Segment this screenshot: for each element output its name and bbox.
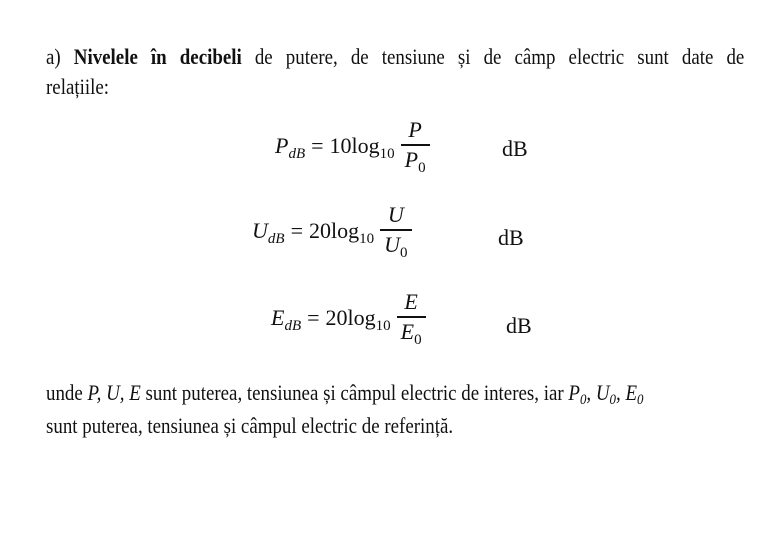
equation-unit: dB: [506, 313, 532, 338]
equation-power: [275, 118, 430, 175]
equation-lhs: E dB: [271, 305, 302, 335]
equation-lhs: U dB: [252, 218, 285, 248]
intro-text: de putere, de tensiune și de câmp electric sunt date de: [241, 44, 745, 69]
equation-fraction: $\frac{P}{P_0}$: [401, 118, 430, 175]
outro-line2: sunt puterea, tensiunea și câmpul electric de referință.: [46, 413, 454, 438]
intro-paragraph: [46, 42, 744, 72]
equation-lhs: P dB: [275, 133, 306, 163]
equals-sign: =: [311, 133, 324, 159]
equals-sign: =: [290, 218, 303, 244]
equation-field: [271, 290, 426, 347]
equals-sign: =: [307, 305, 320, 331]
equation-fraction: $\frac{U}{U_0}$: [380, 203, 411, 260]
equation-log: $10\log_{10}$: [329, 133, 395, 163]
equation-voltage: [252, 203, 412, 260]
equation-unit: dB: [498, 225, 524, 250]
equation-unit: dB: [502, 136, 528, 161]
outro-paragraph: unde P, U, E sunt puterea, tensiunea și câmpul electric de interes, iar P0, U0, E0 sunt puterea, tensiunea și câmpul electric de referință.: [46, 380, 644, 438]
intro-paragraph-line2: relațiile:: [46, 74, 110, 99]
intro-prefix: a): [46, 44, 74, 69]
intro-bold-term: Nivelele în decibeli: [73, 44, 242, 69]
equation-log: $20\log_{10}$: [308, 218, 375, 248]
equation-log: $20\log_{10}$: [325, 305, 391, 335]
equation-fraction: $\frac{E}{E_0}$: [397, 290, 426, 347]
